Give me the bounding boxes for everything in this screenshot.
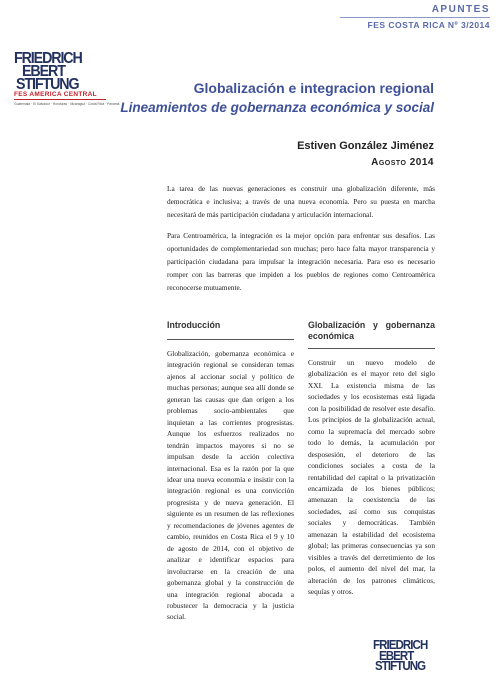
- document-date: Agosto 2014: [371, 157, 434, 168]
- logo-line-stiftung: STIFTUNG: [16, 76, 79, 93]
- logo-office: FES AMERICA CENTRAL: [14, 91, 106, 100]
- footer-logo: [373, 640, 443, 672]
- section-heading: Introducción: [167, 320, 221, 330]
- document-subtitle: Lineamientos de gobernanza económica y social: [120, 100, 434, 115]
- logo-line-ebert: EBERT: [22, 63, 65, 80]
- section-rule: [308, 348, 435, 349]
- logo-line-friedrich: FRIEDRICH: [14, 50, 82, 67]
- footer-logo-line-ebert: EBERT: [379, 648, 414, 663]
- abstract-paragraph: Para Centroamérica, la integración es la mejor opción para enfrentar sus desafíos. Las oportunidades de complementariedad son muchas; pero hace falta mayor transparencia y participación ciudadana para impulsar la integración necesaria. Para eso es necesario romper con las barreras que impiden a los pueblos de regiones como Centroamérica reconocerse mutuamente.: [167, 231, 435, 292]
- logo-countries: Guatemala · El Salvador · Honduras · Nicaragua · Costa Rica · Panamá: [14, 102, 120, 106]
- series-number: FES COSTA RICA Nº 3/2014: [367, 20, 490, 30]
- section-body: Construir un nuevo modelo de globalización es el mayor reto del siglo XXI. La existencia misma de las sociedades y los ecosistemas está ligada con la posibilidad de resolver este desafío. Los principios de la globalización actual, como la supremacía del mercado sobre todo lo demás, la acumulación por desposesión, el deterioro de las condiciones sociales a costa de la rentabilidad del capital o la privatización encarnizada de los bienes públicos; amenazan la coexistencia de las sociedades, así como sus conquistas sociales y democráticas. También amenazan la estabilidad del ecosistema global; las primeras consecuencias ya son visibles a través del derretimiento de los polos, el aumento del nivel del mar, la alteración de los patrones climáticos, sequías y otros.: [308, 358, 435, 597]
- column-globalizacion: [308, 320, 435, 598]
- column-introduccion: [167, 320, 294, 623]
- footer-logo-line-friedrich: FRIEDRICH: [373, 638, 428, 652]
- apuntes-kicker: APUNTES: [431, 4, 490, 15]
- section-rule: [167, 339, 294, 340]
- document-author: Estiven González Jiménez: [297, 140, 434, 152]
- abstract-paragraph: La tarea de las nuevas generaciones es construir una globalización diferente, más democrática e inclusiva; a través de una nueva economía. Pero su puesta en marcha necesitará de más participación ciudadana y articulación internacional.: [167, 184, 435, 219]
- series-label: [340, 4, 490, 30]
- kicker-rule: [340, 17, 490, 18]
- section-body: Globalización, gobernanza económica e integración regional se consideran temas ajenos al accionar social y político de muchas personas; aunque sea allí donde se generan las causas que dan origen a los problemas socio-ambientales que inquietan a las corrientes progresistas. Aunque los esfuerzos realizados no tendrán impactos mayores si no se impulsan desde la acción colectiva internacional. Esa es la razón por la que idear una nueva economía e insistir con la integración regional es una convicción progresista y de nueva generación. El siguiente es un resumen de las reflexiones y recomendaciones de jóvenes agentes de cambio, reunidos en Costa Rica el 9 y 10 de agosto de 2014, con el objetivo de analizar e identificar espacios para involucrarse en la creación de una gobernanza global y la construcción de una integración regional abocada a robustecer la democracia y la justicia social.: [167, 349, 294, 622]
- section-heading: Globalización y gobernanza económica: [308, 320, 435, 341]
- document-title: Globalización e integracion regional: [193, 80, 434, 96]
- fes-logo: [14, 50, 120, 106]
- footer-logo-line-stiftung: STIFTUNG: [375, 659, 426, 673]
- abstract: [167, 183, 435, 303]
